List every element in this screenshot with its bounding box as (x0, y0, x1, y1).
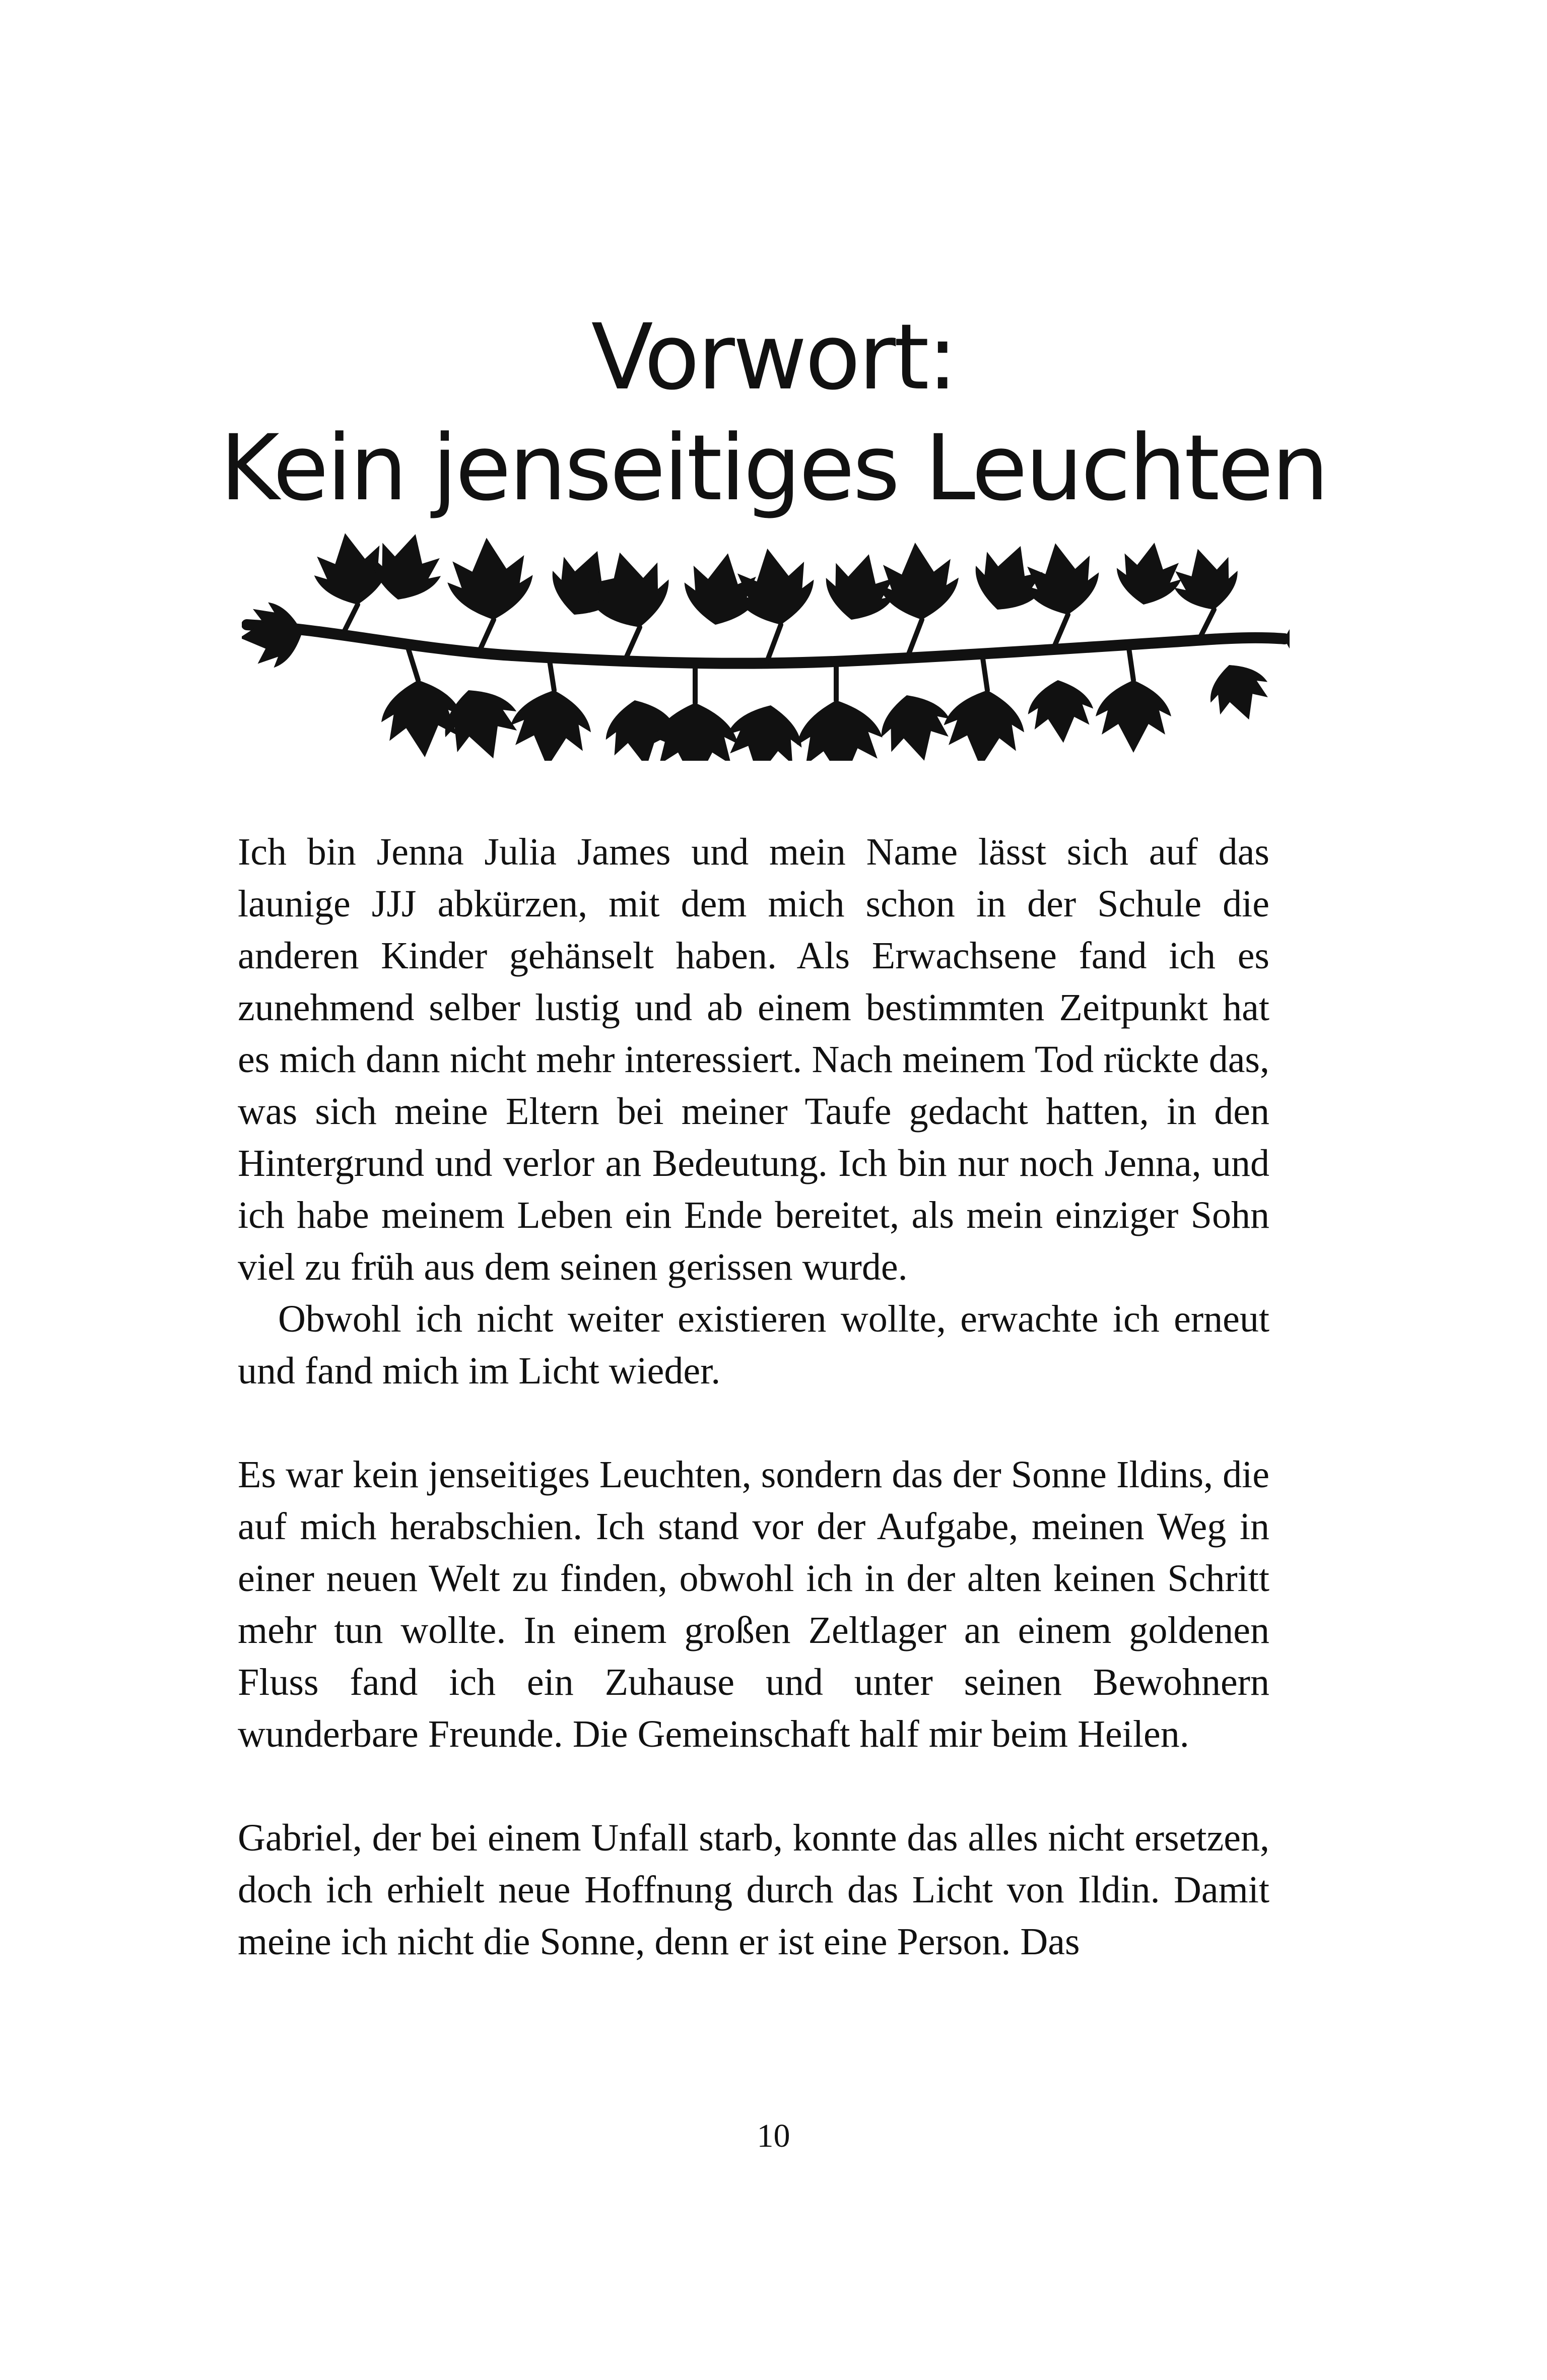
paragraph-4: Gabriel, der bei einem Unfall starb, konnte das alles nicht ersetzen, doch ich erhielt neue Hoffnung durch das Licht von Ildin. Damit meine ich nicht die Sonne, denn er ist eine Person. Das (238, 1817, 1269, 1963)
paragraph-1: Ich bin Jenna Julia James und mein Name lässt sich auf das launige JJJ abkürzen, mit dem mich schon in der Schule die anderen Kinder gehänselt haben. Als Erwachsene fand ich es zunehmend selber lustig und ab einem bestimmten Zeitpunkt hat es mich dann nicht mehr interessiert. Nach meinem Tod rückte das, was sich meine Eltern bei meiner Taufe gedacht hatten, in den Hintergrund und verlor an Bedeutung. Ich bin nur noch Jenna, und ich habe meinem Leben ein Ende bereitet, als mein einziger Sohn viel zu früh aus dem seinen gerissen wurde. (238, 831, 1269, 1288)
body-text (238, 826, 1269, 1968)
ivy-vine-ornament-icon (242, 529, 1290, 761)
page-number: 10 (757, 2118, 790, 2154)
chapter-title (151, 302, 1396, 524)
paragraph-2: Obwohl ich nicht weiter existieren wollte, erwachte ich erneut und fand mich im Licht wieder. (238, 1298, 1269, 1392)
chapter-title-line-1: Vorwort: (591, 305, 956, 410)
paragraph-3: Es war kein jenseitiges Leuchten, sondern das der Sonne Ildins, die auf mich herabschien. Ich stand vor der Aufgabe, meinen Weg in einer neuen Welt zu finden, obwohl ich in der alten keinen Schritt mehr tun wollte. In einem großen Zeltlager an einem goldenen Fluss fand ich ein Zuhause und unter seinen Bewohnern wunderbare Freunde. Die Gemeinschaft half mir beim Heilen. (238, 1453, 1269, 1755)
chapter-title-line-2: Kein jenseitiges Leuchten (220, 416, 1327, 521)
